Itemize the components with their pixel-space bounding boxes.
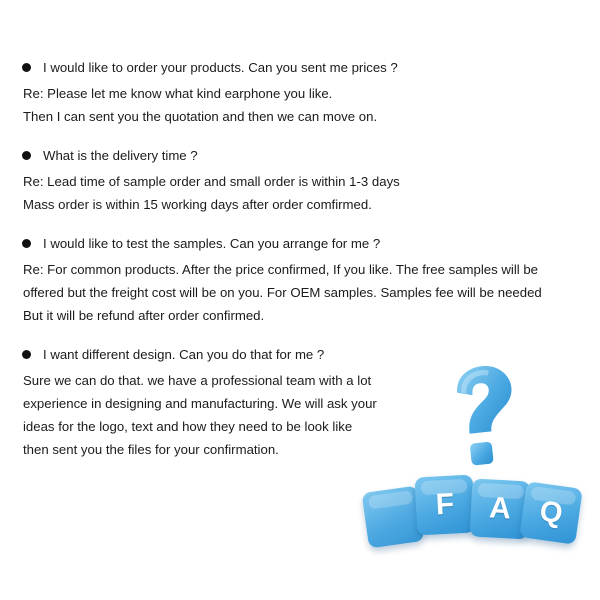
cube-letter: A: [488, 491, 512, 526]
faq-question-text: What is the delivery time ?: [43, 148, 198, 163]
faq-answer-line: Re: For common products. After the price confirmed, If you like. The free samples will be: [23, 262, 539, 277]
cube-letter: [362, 486, 417, 494]
faq-answer-line: Then I can sent you the quotation and then we can move on.: [23, 109, 378, 124]
faq-answer-line: Sure we can do that. we have a professional team with a lot: [23, 373, 372, 388]
faq-answer: [22, 258, 582, 327]
faq-answer-line: ideas for the logo, text and how they need to be look like: [23, 419, 353, 434]
bullet-icon: [22, 350, 31, 359]
bullet-icon: [22, 63, 31, 72]
faq-answer-line: offered but the freight cost will be on you. For OEM samples. Samples fee will be needed: [23, 285, 542, 300]
bullet-icon: [22, 151, 31, 160]
faq-item: [22, 146, 582, 216]
cube-letter: Q: [537, 495, 565, 530]
faq-question-text: I would like to order your products. Can you sent me prices ?: [43, 60, 398, 75]
faq-answer: [22, 170, 582, 216]
faq-illustration: [362, 362, 582, 562]
faq-question: [22, 58, 582, 77]
faq-item: [22, 234, 582, 327]
faq-answer: [22, 82, 582, 128]
cube-letter: F: [434, 487, 455, 522]
faq-answer-line: then sent you the files for your confirmation.: [23, 442, 279, 457]
faq-question-text: I want different design. Can you do that for me ?: [43, 347, 325, 362]
faq-answer-line: Mass order is within 15 working days after order comfirmed.: [23, 197, 372, 212]
cube-f: [415, 475, 476, 536]
faq-answer-line: experience in designing and manufacturing. We will ask your: [23, 396, 377, 411]
bullet-icon: [22, 239, 31, 248]
faq-item: [22, 58, 582, 128]
cube-q: [519, 481, 583, 545]
question-mark-icon: [430, 362, 540, 474]
faq-answer-line: But it will be refund after order confirmed.: [23, 308, 265, 323]
faq-answer-line: Re: Please let me know what kind earphone you like.: [23, 86, 333, 101]
faq-question: [22, 146, 582, 165]
faq-question-text: I would like to test the samples. Can you arrange for me ?: [43, 236, 381, 251]
faq-answer-line: Re: Lead time of sample order and small order is within 1-3 days: [23, 174, 400, 189]
faq-letter-cubes: [364, 462, 582, 554]
faq-question: [22, 234, 582, 253]
